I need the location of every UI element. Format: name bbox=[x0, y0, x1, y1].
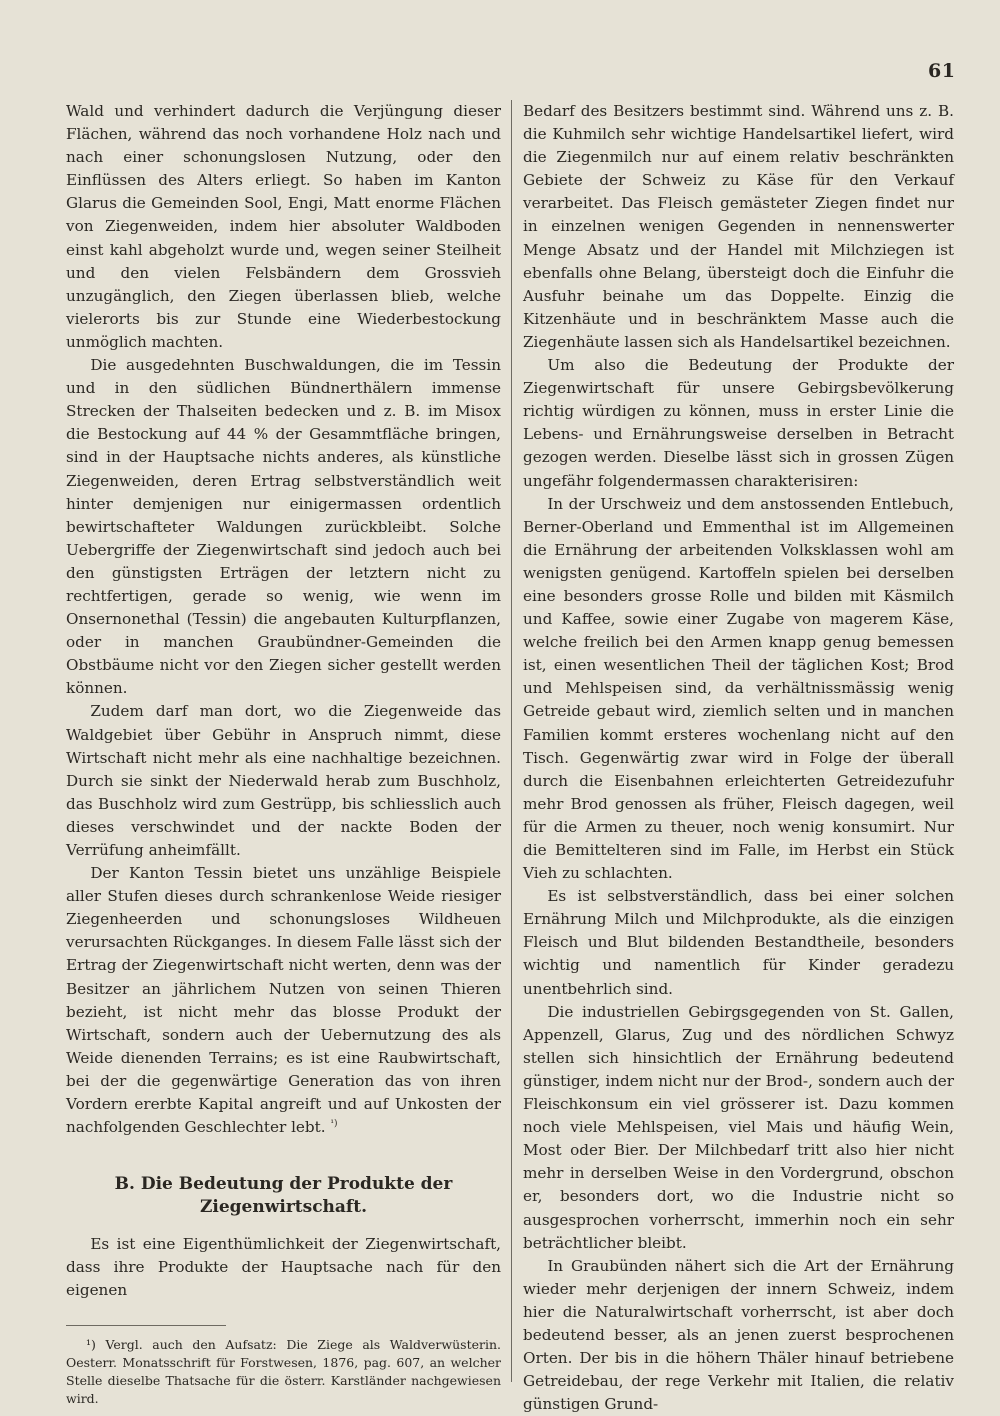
right-column bbox=[523, 100, 954, 1416]
footnote-reference: ¹) bbox=[330, 1119, 338, 1130]
column-divider bbox=[511, 100, 512, 1382]
paragraph: Wald und verhindert dadurch die Verjüngung dieser Flächen, während das noch vorhandene Holz nach und nach einer schonungslosen Nutzung, oder den Einflüssen des Alters erliegt. So haben im Kanton Glarus die Gemeinden Sool, Engi, Matt enorme Flächen von Ziegenweiden, indem hier absoluter Waldboden einst kahl abgeholzt wurde und, wegen seiner Steilheit und den vielen Felsbändern dem Grossvieh unzugänglich, den Ziegen überlassen blieb, welche vielerorts bis zur Stunde eine Wiederbestockung unmöglich machten. bbox=[66, 102, 501, 351]
paragraph: Es ist eine Eigenthümlichkeit der Ziegenwirtschaft, dass ihre Produkte der Hauptsache nach für den eigenen bbox=[66, 1235, 501, 1300]
paragraph: Die industriellen Gebirgsgegenden von St. Gallen, Appenzell, Glarus, Zug und des nördlichen Schwyz stellen sich hinsichtlich der Ernährung bedeutend günstiger, indem nicht nur der Brod-, sondern auch der Fleischkonsum ein viel grösserer ist. Dazu kommen noch viele Mehlspeisen, viel Mais und häufig Wein, Most oder Bier. Der Milchbedarf tritt also hier nicht mehr in derselben Weise in den Vordergrund, obschon er, besonders dort, wo die Industrie nicht so ausgesprochen vorherrscht, immerhin noch ein sehr beträchtlicher bleibt. bbox=[523, 1002, 954, 1252]
section-heading-line: Ziegenwirtschaft. bbox=[199, 1197, 368, 1218]
paragraph: Es ist selbstverständlich, dass bei einer solchen Ernährung Milch und Milchprodukte, als die einzigen Fleisch und Blut bildenden Bestandtheile, besonders wichtig und namentlich für Kinder geradezu unentbehrlich sind. bbox=[523, 887, 954, 998]
section-heading-line: B. Die Bedeutung der Produkte der bbox=[114, 1174, 453, 1195]
paragraph-text: Der Kanton Tessin bietet uns unzählige Beispiele aller Stufen dieses durch schrankenlose Weide riesiger Ziegenheerden und schonungsloses Wildheuen verursachten Rückganges. In diesem Falle lässt sich der Ertrag der Ziegenwirtschaft nicht werten, denn was der Besitzer an jährlichem Nutzen von seinen Thieren bezieht, ist nicht mehr das blosse Produkt der Wirtschaft, sondern auch der Uebernutzung des als Weide dienenden Terrains; es ist eine Raubwirtschaft, bei der die gegenwärtige Generation das von ihren Vordern ererbte Kapital angreift und auf Unkosten der nachfolgenden Geschlechter lebt. bbox=[66, 864, 501, 1137]
section-heading bbox=[66, 1173, 501, 1219]
page-number: 61 bbox=[928, 60, 956, 82]
footnote-divider bbox=[66, 1325, 226, 1326]
paragraph: Um also die Bedeutung der Produkte der Ziegenwirtschaft für unsere Gebirgsbevölkerung richtig würdigen zu können, muss in erster Linie die Lebens- und Ernährungsweise derselben in Betracht gezogen werden. Dieselbe lässt sich in grossen Zügen ungefähr folgendermassen charakterisiren: bbox=[523, 356, 954, 490]
footnote: ¹) Vergl. auch den Aufsatz: Die Ziege als Waldverwüsterin. Oesterr. Monatsschrift für Forstwesen, 1876, pag. 607, an welcher Stelle dieselbe Thatsache für die österr. Karstländer nachgewiesen wird. bbox=[66, 1336, 501, 1406]
paragraph: In Graubünden nähert sich die Art der Ernährung wieder mehr derjenigen der innern Schweiz, indem hier die Naturalwirtschaft vorherrscht, ist aber doch bedeutend besser, als an jenen zuerst besprochenen Orten. Der bis in die höhern Thäler hinauf betriebene Getreidebau, der rege Verkehr mit Italien, die relativ günstigen Grund- bbox=[523, 1256, 954, 1414]
left-column bbox=[66, 100, 501, 1408]
paragraph: Zudem darf man dort, wo die Ziegenweide das Waldgebiet über Gebühr in Anspruch nimmt, diese Wirtschaft nicht mehr als eine nachhaltige bezeichnen. Durch sie sinkt der Niederwald herab zum Buschholz, das Buschholz wird zum Gestrüpp, bis schliesslich auch dieses verschwindet und der nackte Boden der Verrüfung anheimfällt. bbox=[66, 702, 501, 859]
paragraph bbox=[66, 862, 501, 1139]
paragraph: Bedarf des Besitzers bestimmt sind. Während uns z. B. die Kuhmilch sehr wichtige Handelsartikel liefert, wird die Ziegenmilch nur auf einem relativ beschränkten Gebiete der Schweiz zu Käse für den Verkauf verarbeitet. Das Fleisch gemästeter Ziegen findet nur in einzelnen wenigen Gegenden in nennenswerter Menge Absatz und der Handel mit Milchziegen ist ebenfalls ohne Belang, übersteigt doch die Einfuhr die Ausfuhr beinahe um das Doppelte. Einzig die Kitzenhäute und in beschränktem Masse auch die Ziegenhäute lassen sich als Handelsartikel bezeichnen. bbox=[523, 102, 954, 351]
paragraph: Die ausgedehnten Buschwaldungen, die im Tessin und in den südlichen Bündnerthälern immense Strecken der Thalseiten bedecken und z. B. im Misox die Bestockung auf 44 % der Gesammtfläche bringen, sind in der Hauptsache nichts anderes, als künstliche Ziegenweiden, deren Ertrag selbstverständlich weit hinter demjenigen nur einigermassen ordentlich bewirtschafteter Waldungen zurückbleibt. Solche Uebergriffe der Ziegenwirtschaft sind jedoch auch bei den günstigsten Erträgen der letztern nicht zu rechtfertigen, gerade so wenig, wie wenn im Onsernonethal (Tessin) die angebauten Kulturpflanzen, oder in manchen Graubündner-Gemeinden die Obstbäume nicht vor den Ziegen sicher gestellt werden können. bbox=[66, 356, 501, 698]
paragraph: In der Urschweiz und dem anstossenden Entlebuch, Berner-Oberland und Emmenthal ist im Allgemeinen die Ernährung der arbeitenden Volksklassen wohl am wenigsten genügend. Kartoffeln spielen bei derselben eine besonders grosse Rolle und bilden mit Käsmilch und Kaffee, sowie einer Zugabe von magerem Käse, welche freilich bei den Armen knapp genug bemessen ist, einen wesentlichen Theil der täglichen Kost; Brod und Mehlspeisen sind, da verhältnissmässig wenig Getreide gebaut wird, ziemlich selten und in manchen Familien kommt ersteres wochenlang nicht auf den Tisch. Gegenwärtig zwar wird in Folge der überall durch die Eisenbahnen erleichterten Getreidezufuhr mehr Brod genossen als früher, Fleisch dagegen, weil für die Armen zu theuer, noch wenig konsumirt. Nur die Bemittelteren sind im Falle, im Herbst ein Stück Vieh zu schlachten. bbox=[523, 494, 954, 883]
